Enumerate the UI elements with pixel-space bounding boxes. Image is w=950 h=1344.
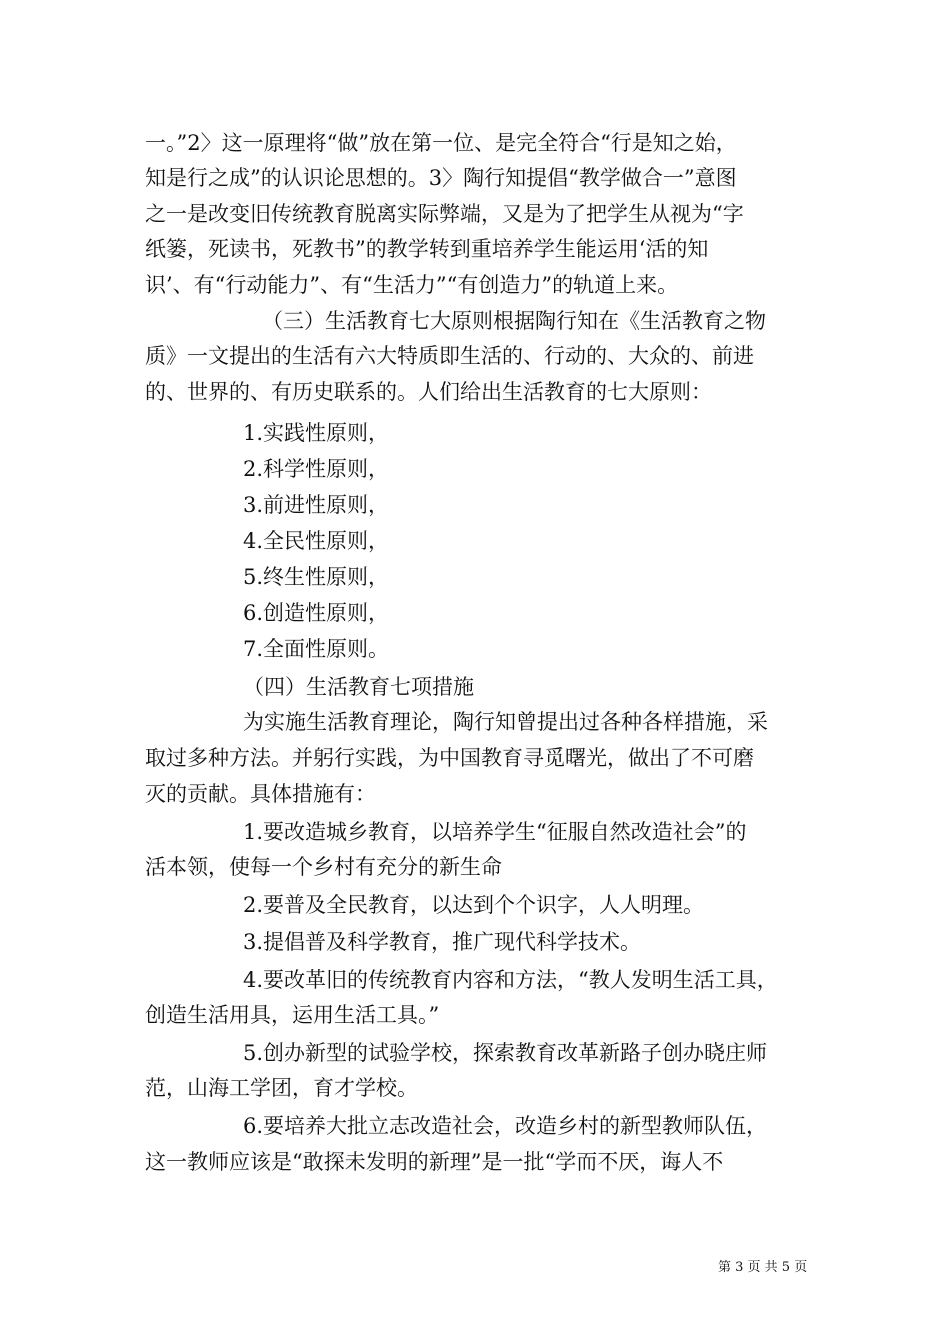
text-line: 质》一文提出的生活有六大特质即生活的、行动的、大众的、前进	[145, 344, 754, 368]
text-line: 一。”2〉这一原理将“做”放在第一位、是完全符合“行是知之始，	[145, 131, 737, 155]
list-item: 3.前进性原则，	[243, 493, 390, 517]
text-line: 取过多种方法。并躬行实践，为中国教育寻觅曙光，做出了不可磨	[145, 746, 754, 770]
section-heading-four: （四）生活教育七项措施	[243, 675, 474, 699]
text-line: 这一教师应该是“敢探未发明的新理”是一批“学而不厌，诲人不	[145, 1150, 724, 1174]
list-item: 3.提倡普及科学教育，推广现代科学技术。	[243, 930, 642, 954]
list-item: 2.科学性原则，	[243, 457, 390, 481]
text-line: 灭的贡献。具体措施有：	[145, 782, 376, 806]
text-line: 范，山海工学团，育才学校。	[145, 1076, 418, 1100]
list-item: 4.全民性原则，	[243, 529, 390, 553]
text-line: 识’、有“行动能力”、有“生活力”“有创造力”的轨道上来。	[145, 273, 679, 297]
list-item: 7.全面性原则。	[243, 637, 390, 661]
text-line: 的、世界的、有历史联系的。人们给出生活教育的七大原则：	[145, 380, 712, 404]
list-item: 1.实践性原则，	[243, 421, 390, 445]
section-heading-three: （三）生活教育七大原则根据陶行知在《生活教育之物	[262, 309, 766, 333]
list-item: 6.创造性原则，	[243, 601, 390, 625]
page-number-footer: 第 3 页 共 5 页	[718, 1260, 808, 1275]
list-item: 5.创办新型的试验学校，探索教育改革新路子创办晓庄师	[243, 1041, 768, 1065]
list-item: 6.要培养大批立志改造社会，改造乡村的新型教师队伍，	[243, 1114, 768, 1138]
list-item: 4.要改革旧的传统教育内容和方法，“教人发明生活工具，	[243, 968, 778, 992]
text-line: 活本领，使每一个乡村有充分的新生命	[145, 855, 502, 879]
text-line: 知是行之成”的认识论思想的。3〉陶行知提倡“教学做合一”意图	[145, 166, 737, 190]
text-line: 创造生活用具，运用生活工具。”	[145, 1003, 440, 1027]
list-item: 5.终生性原则，	[243, 565, 390, 589]
text-line: 纸篓，死读书，死教书”的教学转到重培养学生能运用‘活的知	[145, 237, 709, 261]
list-item: 2.要普及全民教育，以达到个个识字，人人明理。	[243, 893, 705, 917]
list-item: 1.要改造城乡教育，以培养学生“征服自然改造社会”的	[243, 820, 747, 844]
text-line: 之一是改变旧传统教育脱离实际弊端，又是为了把学生从视为“字	[145, 202, 744, 226]
text-line: 为实施生活教育理论，陶行知曾提出过各种各样措施，采	[243, 710, 768, 734]
